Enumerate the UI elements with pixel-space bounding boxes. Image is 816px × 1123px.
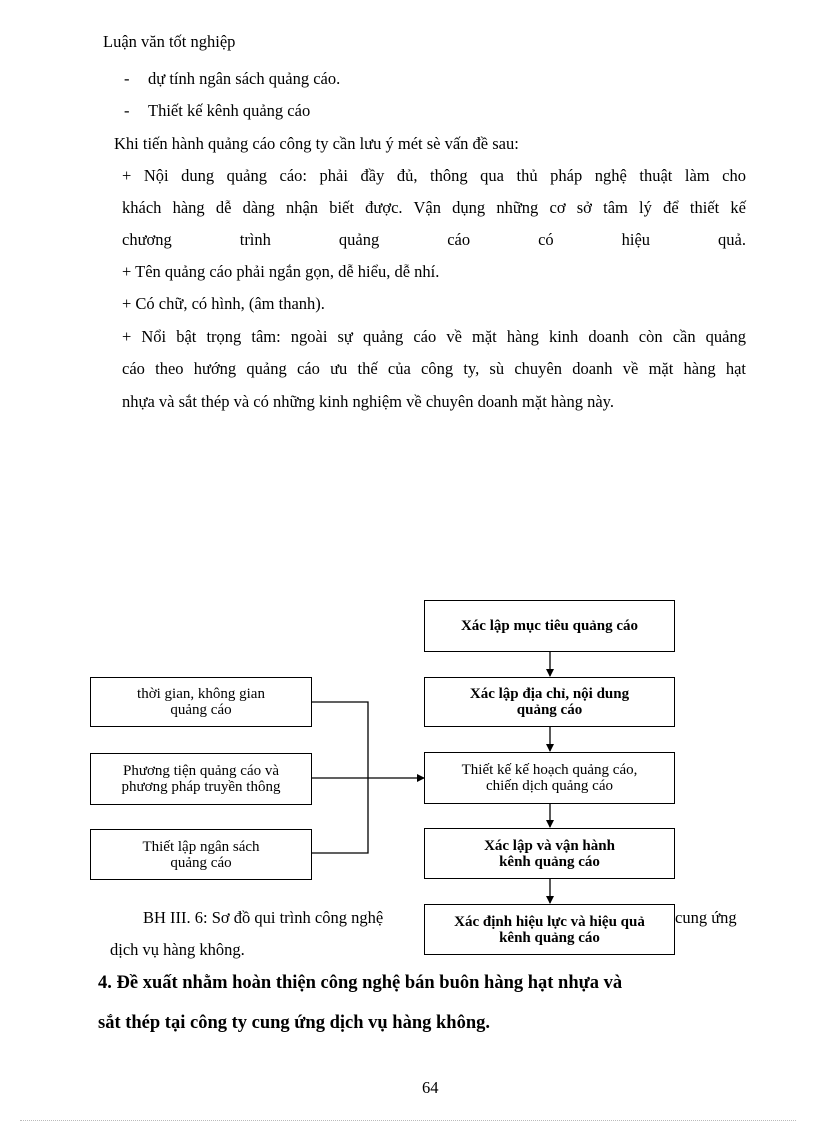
connector-bottom-left-box — [312, 778, 368, 853]
intro-paragraph: Khi tiến hành quảng cáo công ty cần lưu ý mét sè vấn đề sau: — [114, 134, 519, 153]
box-xac-dinh-hieu-luc: Xác định hiệu lực và hiệu quả kênh quảng cáo — [424, 904, 675, 955]
bullet-item: Thiết kế kênh quảng cáo — [148, 101, 311, 120]
box-thiet-lap-ngan-sach: Thiết lập ngân sách quảng cáo — [90, 829, 312, 880]
box-thiet-ke-ke-hoach: Thiết kế kế hoạch quảng cáo, chiến dịch quảng cáo — [424, 752, 675, 804]
box-phuong-tien-quang-cao: Phương tiện quảng cáo và phương pháp truyền thông — [90, 753, 312, 805]
box-thoi-gian-khong-gian: thời gian, không gian quảng cáo — [90, 677, 312, 727]
point-4-line-1: + Nổi bật trọng tâm: ngoài sự quảng cáo về mặt hàng kinh doanh còn cần quảng — [122, 327, 746, 346]
point-4-line-2: cáo theo hướng quảng cáo ưu thế của công ty, sù chuyên doanh về mặt hàng hạt — [122, 359, 746, 378]
page-bottom-divider — [20, 1120, 796, 1121]
box-xac-lap-muc-tieu: Xác lập mục tiêu quảng cáo — [424, 600, 675, 652]
section-heading-line-2: sắt thép tại công ty cung ứng dịch vụ hàng không. — [98, 1013, 490, 1033]
bullet-item: dự tính ngân sách quảng cáo. — [148, 69, 341, 88]
document-header: Luận văn tốt nghiệp — [103, 32, 236, 51]
point-2: + Tên quảng cáo phải ngắn gọn, dễ hiểu, dễ nhí. — [122, 262, 440, 281]
point-3: + Có chữ, có hình, (âm thanh). — [122, 294, 325, 313]
point-1-line-2: khách hàng dễ dàng nhận biết được. Vận dụng những cơ sở tâm lý để thiết kế — [122, 198, 746, 217]
point-1-line-1: + Nội dung quảng cáo: phải đầy đủ, thông qua thủ pháp nghệ thuật làm cho — [122, 166, 746, 185]
connector-top-left-box — [312, 702, 368, 778]
bullet-dash: - — [124, 101, 130, 120]
figure-caption-start: BH III. 6: Sơ đồ qui trình công nghệ — [143, 908, 384, 927]
section-heading-line-1: 4. Đề xuất nhằm hoàn thiện công nghệ bán buôn hàng hạt nhựa và — [98, 973, 623, 993]
figure-caption-line-2: dịch vụ hàng không. — [110, 940, 245, 959]
point-4-line-3: nhựa và sắt thép và có những kinh nghiệm về chuyên doanh mặt hàng này. — [122, 392, 614, 411]
page-number: 64 — [422, 1078, 439, 1097]
box-xac-lap-dia-chi: Xác lập địa chỉ, nội dung quảng cáo — [424, 677, 675, 727]
point-1-line-3: chương trình quảng cáo có hiệu quả. — [122, 230, 746, 249]
box-xac-lap-van-hanh: Xác lập và vận hành kênh quảng cáo — [424, 828, 675, 879]
figure-caption-end: cung ứng — [675, 908, 737, 927]
bullet-dash: - — [124, 69, 130, 88]
